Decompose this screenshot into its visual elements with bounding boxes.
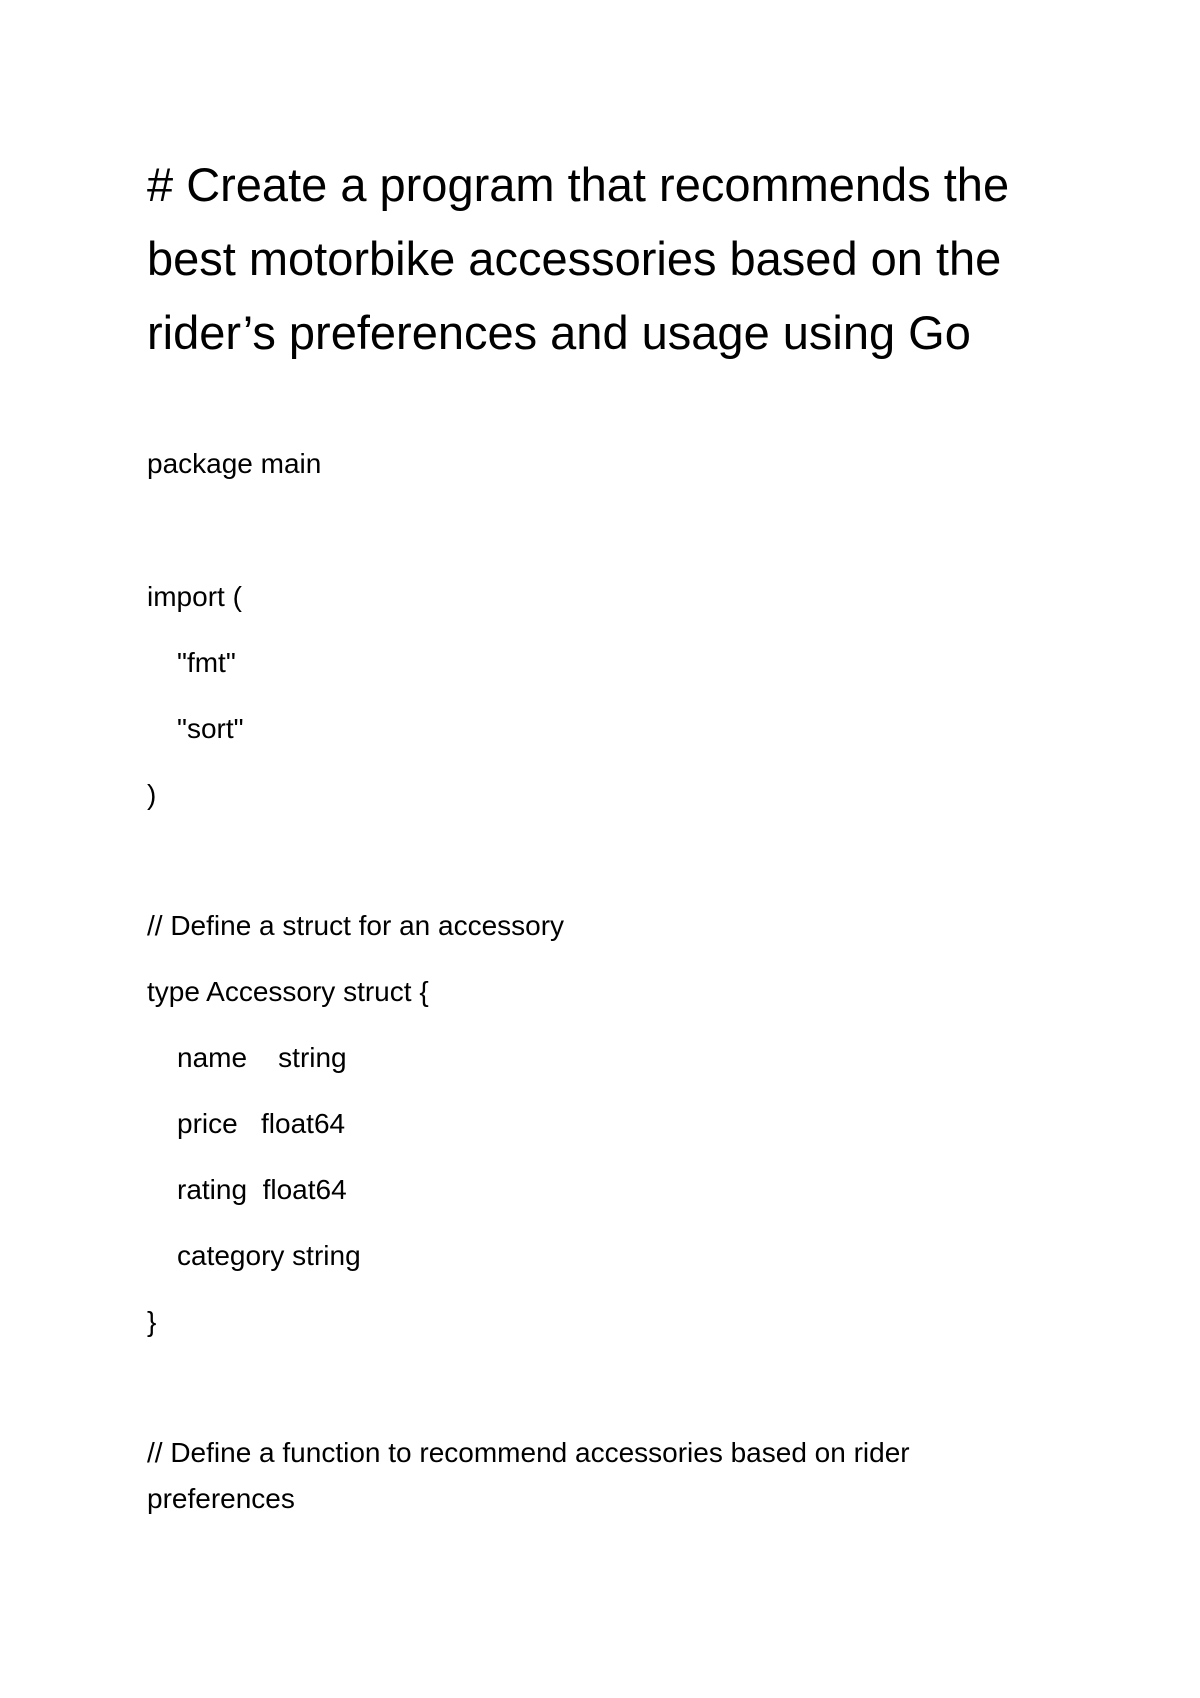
code-line-field-category: category string xyxy=(177,1240,361,1271)
code-line-import-close: ) xyxy=(147,779,157,810)
code-line-type-open: type Accessory struct { xyxy=(147,976,429,1007)
code-line-field-rating: rating float64 xyxy=(177,1174,347,1205)
code-line-import-sort: "sort" xyxy=(177,713,244,744)
code-line-package: package main xyxy=(147,448,322,479)
code-line-import-open: import ( xyxy=(147,581,242,612)
code-line-field-price: price float64 xyxy=(177,1108,346,1139)
code-line-type-close: } xyxy=(147,1306,157,1337)
code-line-import-fmt: "fmt" xyxy=(177,647,236,678)
document-title: # Create a program that recommends the best motorbike accessories based on the rider’s preferences and usage using Go xyxy=(147,158,1010,359)
code-comment-recommend-function: // Define a function to recommend accessories based on rider preferences xyxy=(147,1437,910,1514)
code-line-comment-struct: // Define a struct for an accessory xyxy=(147,910,565,941)
code-line-field-name: name string xyxy=(177,1042,347,1073)
